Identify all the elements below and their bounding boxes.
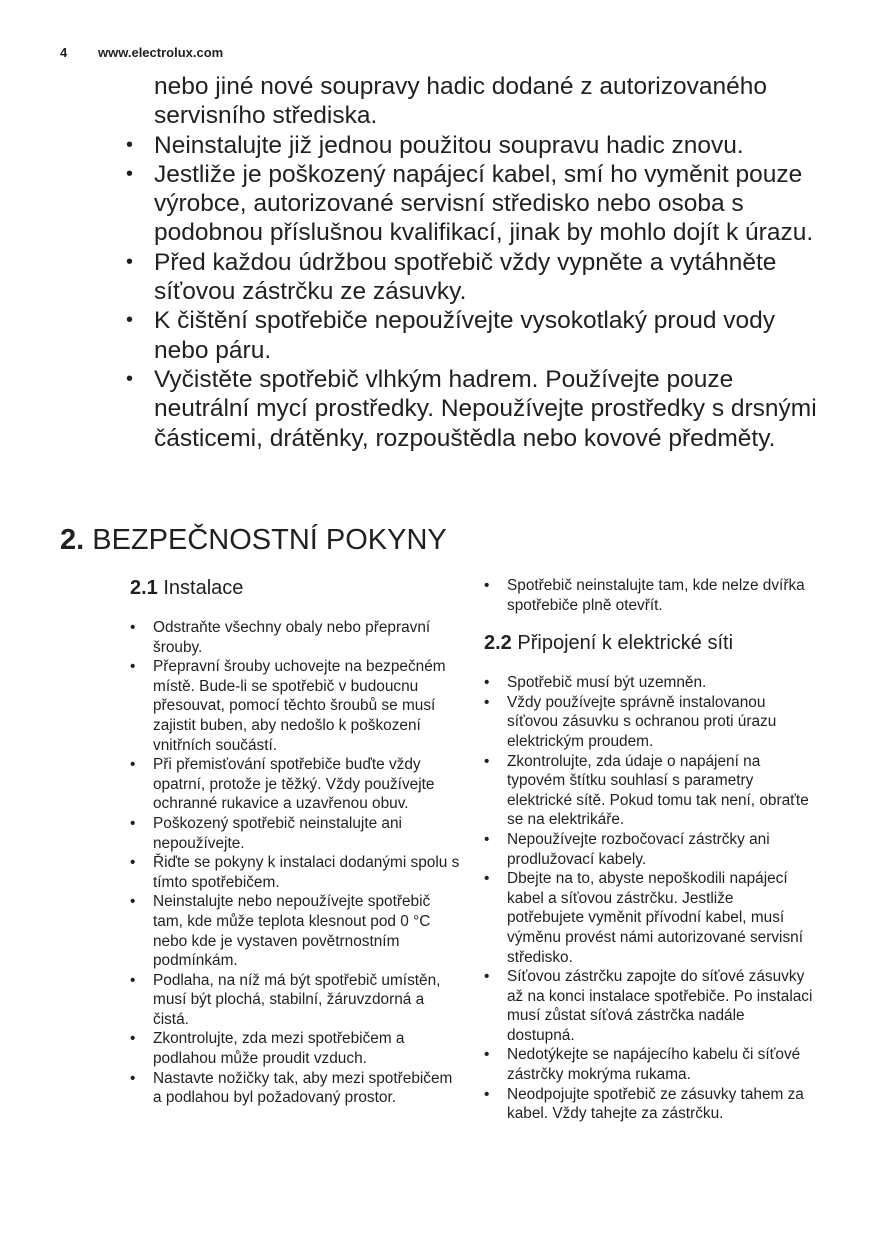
- list-item: • Podlaha, na níž má být spotřebič umístěn, musí být plochá, stabilní, žáruvzdorná a čistá.: [130, 971, 441, 1028]
- intro-continuation: nebo jiné nové soupravy hadic dodané z autorizovaného servisního střediska.: [154, 73, 767, 130]
- list-item: • Odstraňte všechny obaly nebo přepravní šrouby.: [130, 619, 431, 656]
- site-url: www.electrolux.com: [98, 45, 224, 60]
- list-item: • Poškozený spotřebič neinstalujte ani nepoužívejte.: [130, 814, 402, 852]
- bullet-icon: •: [484, 968, 490, 986]
- electrical-list: [484, 673, 814, 1124]
- list-item: • Zkontrolujte, zda mezi spotřebičem a podlahou může proudit vzduch.: [130, 1030, 405, 1068]
- list-item: • Před každou údržbou spotřebič vždy vypněte a vytáhněte síťovou zástrčku ze zásuvky.: [126, 248, 777, 306]
- page-number: 4: [60, 45, 68, 60]
- list-item: • Dbejte na to, abyste nepoškodili napájecí kabel a síťovou zástrčku. Jestliže potřebujete vyměnit přívodní kabel, musí výměnu provést námi autorizované servisní středisko.: [484, 870, 803, 966]
- subsection-number: 2.2: [484, 632, 512, 655]
- page-header: [60, 45, 223, 60]
- bullet-icon: •: [484, 1085, 490, 1103]
- bullet-icon: •: [130, 854, 136, 872]
- bullet-icon: •: [126, 133, 134, 156]
- spacer: [484, 615, 814, 631]
- bullet-icon: •: [126, 309, 134, 332]
- bullet-icon: •: [484, 830, 490, 848]
- bullet-icon: •: [484, 693, 490, 711]
- bullet-icon: •: [130, 658, 136, 676]
- section-number: 2.: [60, 524, 85, 556]
- subsection-heading-installation: [130, 576, 460, 600]
- list-item: • Při přemisťování spotřebiče buďte vždy opatrní, protože je těžký. Vždy používejte ochranné rukavice a uzavřenou obuv.: [130, 756, 435, 813]
- intro-list: [120, 72, 830, 453]
- list-item: • Spotřebič musí být uzemněn.: [484, 674, 707, 692]
- bullet-icon: •: [130, 756, 136, 774]
- bullet-icon: •: [484, 577, 490, 594]
- left-column: [130, 576, 460, 1108]
- subsection-title: Připojení k elektrické síti: [517, 632, 734, 655]
- bullet-icon: •: [130, 1030, 136, 1048]
- list-item: • Síťovou zástrčku zapojte do síťové zásuvky až na konci instalace spotřebiče. Po instalaci musí zůstat síťová zástrčka nadále dostupná.: [484, 968, 813, 1044]
- installation-list-continued: [484, 576, 814, 615]
- bullet-icon: •: [130, 619, 136, 636]
- list-item: • Zkontrolujte, zda údaje o napájení na typovém štítku souhlasí s parametry elektrické sítě. Pokud tomu tak není, obraťte se na elektrikáře.: [484, 752, 809, 829]
- bullet-icon: •: [126, 367, 134, 390]
- list-item: • Nedotýkejte se napájecího kabelu či síťové zástrčky mokrýma rukama.: [484, 1046, 801, 1084]
- bullet-icon: •: [484, 674, 490, 692]
- list-item: • Přepravní šrouby uchovejte na bezpečném místě. Bude-li se spotřebič v budoucnu přesouvat, pomocí těchto šroubů se musí zajistit buben, aby nedošlo k poškození vnitřních součástí.: [130, 658, 446, 754]
- bullet-icon: •: [484, 870, 490, 888]
- right-column: [484, 576, 814, 1124]
- section-title-text: BEZPEČNOSTNÍ POKYNY: [92, 524, 447, 556]
- list-item: • Spotřebič neinstalujte tam, kde nelze dvířka spotřebiče plně otevřít.: [484, 577, 805, 614]
- list-item: • Jestliže je poškozený napájecí kabel, smí ho vyměnit pouze výrobce, autorizované servisní středisko nebo osoba s podobnou příslušnou kvalifikací, jinak by mohlo dojít k úrazu.: [126, 160, 814, 247]
- list-item: • K čištění spotřebiče nepoužívejte vysokotlaký proud vody nebo páru.: [126, 307, 776, 364]
- list-item: • Neinstalujte nebo nepoužívejte spotřebič tam, kde může teplota klesnout pod 0 °C nebo kde je vystaven povětrnostním podmínkám.: [130, 893, 431, 970]
- subsection-title: Instalace: [163, 577, 244, 599]
- list-item: • Vyčistěte spotřebič vlhkým hadrem. Používejte pouze neutrální mycí prostředky. Nepoužívejte prostředky s drsnými částicemi, drátěnky, rozpouštědla nebo kovové předměty.: [126, 365, 817, 452]
- bullet-icon: •: [130, 814, 136, 832]
- bullet-icon: •: [130, 1069, 136, 1087]
- bullet-icon: •: [130, 893, 136, 911]
- subsection-number: 2.1: [130, 577, 158, 599]
- list-item: • Neodpojujte spotřebič ze zásuvky tahem za kabel. Vždy tahejte za zástrčku.: [484, 1085, 804, 1123]
- bullet-icon: •: [484, 752, 490, 770]
- list-item: • Vždy používejte správně instalovanou síťovou zásuvku s ochranou proti úrazu elektrickým proudem.: [484, 693, 777, 750]
- list-item: • Neinstalujte již jednou použitou soupravu hadic znovu.: [126, 131, 744, 159]
- list-item: • Nastavte nožičky tak, aby mezi spotřebičem a podlahou byl požadovaný prostor.: [130, 1069, 453, 1107]
- subsection-heading-electrical: [484, 631, 814, 655]
- installation-list: [130, 618, 460, 1108]
- bullet-icon: •: [130, 971, 136, 989]
- bullet-icon: •: [126, 162, 134, 185]
- list-item: • Řiďte se pokyny k instalaci dodanými spolu s tímto spotřebičem.: [130, 854, 460, 891]
- bullet-icon: •: [126, 250, 134, 273]
- bullet-icon: •: [484, 1046, 490, 1064]
- section-title: [60, 524, 447, 557]
- list-item: • Nepoužívejte rozbočovací zástrčky ani prodlužovací kabely.: [484, 830, 770, 868]
